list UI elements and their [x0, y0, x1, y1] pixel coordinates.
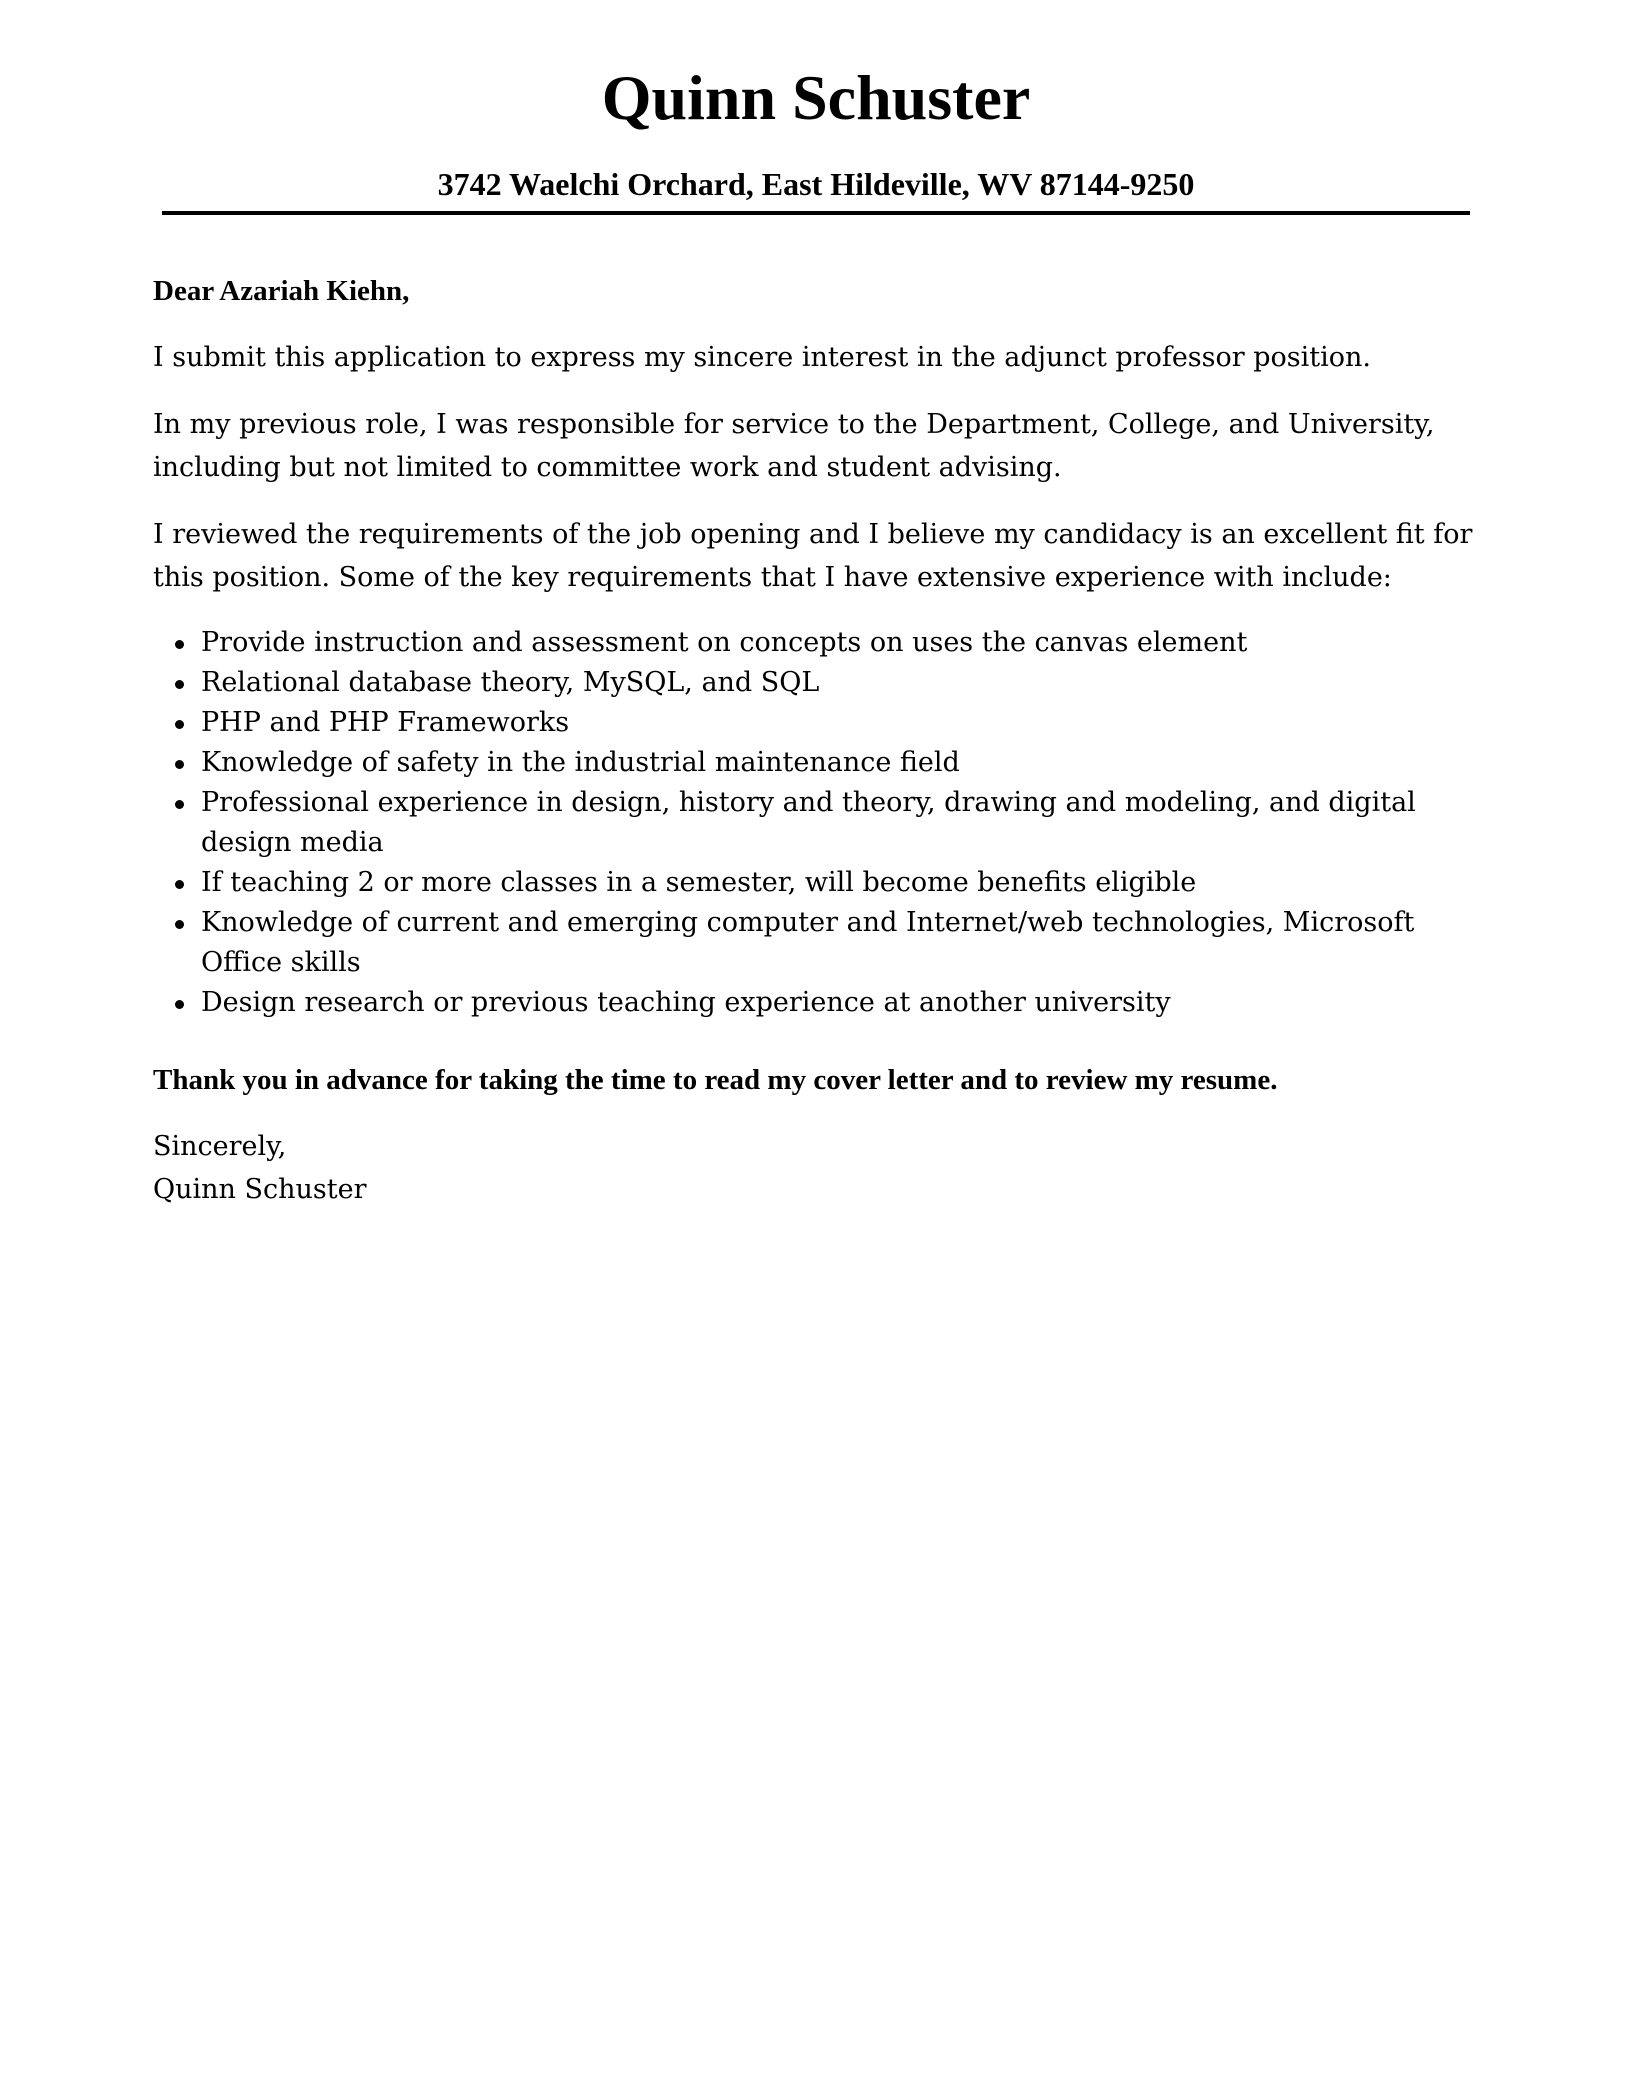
bullet-icon [175, 640, 184, 649]
applicant-address: 3742 Waelchi Orchard, East Hildeville, WV 87144-9250 [437, 166, 1195, 202]
requirement-text: If teaching 2 or more classes in a semester, will become benefits eligible [201, 867, 1197, 898]
requirement-text: Knowledge of current and emerging computer and Internet/web technologies, Microsoft Office skills [201, 907, 1415, 978]
letter-header [162, 58, 1470, 204]
bullet-icon [175, 800, 184, 809]
list-item [153, 623, 1473, 663]
experience-paragraph: In my previous role, I was responsible for service to the Department, College, and University, including but not limited to committee work and student advising. [153, 409, 1435, 483]
bullet-icon [175, 680, 184, 689]
bullet-icon [175, 880, 184, 889]
signature: Quinn Schuster [153, 1174, 367, 1205]
bullet-icon [175, 720, 184, 729]
signoff: Sincerely, [153, 1131, 287, 1162]
bullet-icon [175, 920, 184, 929]
applicant-name: Quinn Schuster [601, 62, 1031, 133]
salutation: Dear Azariah Kiehn, [153, 275, 410, 307]
requirement-text: Professional experience in design, history and theory, drawing and modeling, and digital design media [201, 787, 1416, 858]
bullet-icon [175, 760, 184, 769]
list-item [153, 783, 1473, 863]
requirement-text: Design research or previous teaching experience at another university [201, 987, 1171, 1018]
list-item [153, 983, 1473, 1023]
requirement-text: Relational database theory, MySQL, and SQL [201, 667, 820, 698]
closing-paragraph: Thank you in advance for taking the time to read my cover letter and to review my resume. [153, 1064, 1278, 1096]
bullet-icon [175, 1000, 184, 1009]
requirements-list [153, 623, 1473, 1023]
intro-paragraph: I submit this application to express my sincere interest in the adjunct professor position. [153, 342, 1372, 373]
fit-paragraph: I reviewed the requirements of the job opening and I believe my candidacy is an excellent fit for this position. Some of the key requirements that I have extensive experience with include: [153, 519, 1473, 593]
requirement-text: PHP and PHP Frameworks [201, 707, 570, 738]
requirement-text: Knowledge of safety in the industrial maintenance field [201, 747, 960, 778]
list-item [153, 663, 1473, 703]
list-item [153, 863, 1473, 903]
letter-body [153, 270, 1473, 1211]
list-item [153, 903, 1473, 983]
list-item [153, 703, 1473, 743]
header-divider [162, 211, 1470, 215]
list-item [153, 743, 1473, 783]
requirement-text: Provide instruction and assessment on concepts on uses the canvas element [201, 627, 1248, 658]
